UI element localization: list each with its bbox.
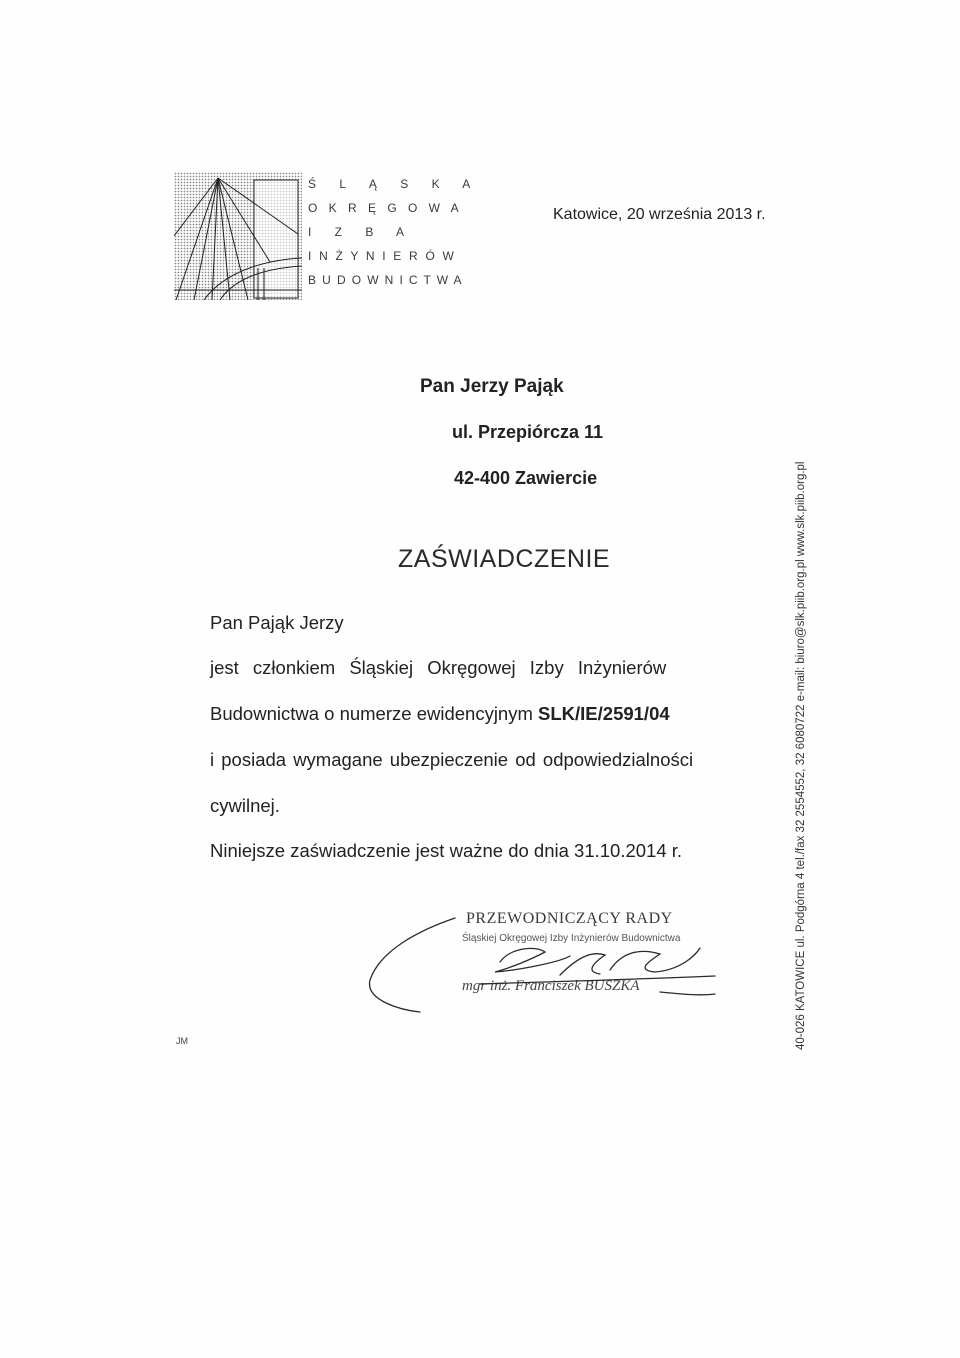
handwritten-signature [360,900,720,1030]
chamber-logo-icon [174,172,302,300]
recipient-city: 42-400 Zawiercie [454,468,598,488]
certificate-line-2 [210,703,670,725]
stamp-title: PRZEWODNICZĄCY RADY [466,910,673,927]
certificate-greeting: Pan Pająk Jerzy [210,612,344,633]
stamp-subtitle: Śląskiej Okręgowej Izby Inżynierów Budownictwa [462,933,681,944]
chamber-name-line-3: I Z B A [308,225,415,239]
signature-stamp [360,900,720,1030]
document-title: ZAŚWIADCZENIE [398,545,611,573]
place-and-date: Katowice, 20 września 2013 r. [553,206,766,223]
certificate-line-4: cywilnej. [210,795,280,816]
stamp-signer: mgr inż. Franciszek BUSZKA [462,978,640,994]
chamber-name-line-4: I N Ż Y N I E R Ó W [308,249,457,263]
chamber-name-line-1: Ś L Ą S K A [308,177,481,191]
chamber-name-line-2: O K R Ę G O W A [308,201,463,215]
contact-footer: 40-026 KATOWICE ul. Podgórna 4 tel./fax 32 2554552, 32 6080722 e-mail: biuro@slk.piib.org.pl www.slk.piib.org.pl [795,461,807,1050]
registration-number: SLK/IE/2591/04 [538,703,670,724]
certificate-line-3: i posiada wymagane ubezpieczenie od odpowiedzialności [210,749,694,770]
chamber-name [308,172,481,292]
chamber-name-line-5: B U D O W N I C T W A [308,273,463,287]
typist-initials: JM [176,1036,188,1046]
recipient-name: Pan Jerzy Pająk [420,376,564,397]
certificate-line-2-text: Budownictwa o numerze ewidencyjnym [210,703,533,724]
certificate-line-1: jest członkiem Śląskiej Okręgowej Izby Inżynierów [210,657,667,678]
chamber-logo [174,172,481,302]
certificate-validity: Niniejsze zaświadczenie jest ważne do dnia 31.10.2014 r. [210,840,683,861]
recipient-street: ul. Przepiórcza 11 [452,422,604,442]
